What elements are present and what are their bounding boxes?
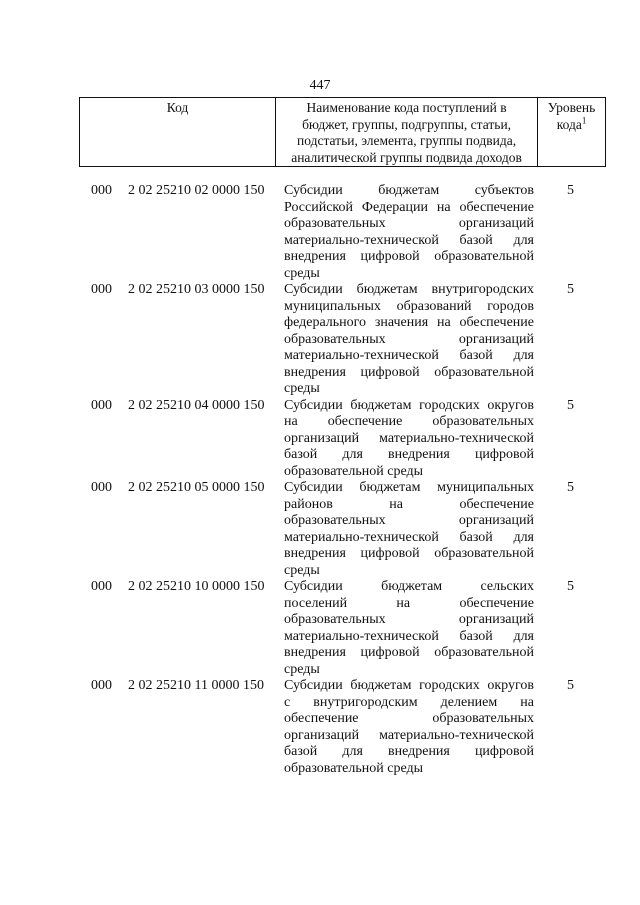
header-name-line: подстатьи, элемента, группы подвида, <box>297 133 517 148</box>
row-name <box>284 579 534 678</box>
row-level: 5 <box>567 183 574 198</box>
row-name-line: внедрения цифровой образовательной <box>284 364 534 380</box>
page-number: 447 <box>309 78 331 93</box>
table-header <box>79 97 606 167</box>
row-name-line: базой для внедрения цифровой <box>284 447 534 462</box>
row-code: 2 02 25210 10 0000 150 <box>128 579 265 594</box>
row-prefix: 000 <box>91 678 112 693</box>
table-row <box>79 678 606 777</box>
row-name-line: муниципальных образований городов <box>284 298 534 314</box>
row-prefix: 000 <box>91 183 112 198</box>
row-name-line: образовательных организаций <box>284 612 534 627</box>
row-name-line: районов на обеспечение <box>284 496 534 512</box>
row-name <box>284 183 534 282</box>
row-name-line: материально-технической базой для <box>284 348 534 363</box>
header-name-line: Наименование кода поступлений в <box>306 100 507 115</box>
row-code: 2 02 25210 04 0000 150 <box>128 397 265 413</box>
header-name <box>276 98 538 167</box>
row-name-line: внедрения цифровой образовательной <box>284 249 534 264</box>
row-name <box>284 678 534 777</box>
row-name-line: Субсидии бюджетам городских округов <box>284 678 534 693</box>
row-level: 5 <box>567 480 574 495</box>
row-level: 5 <box>567 282 574 297</box>
row-name-line: материально-технической базой для <box>284 232 534 248</box>
header-code-label: Код <box>166 100 189 115</box>
table-row <box>79 398 606 481</box>
table-row <box>79 282 606 398</box>
row-name-line: с внутригородским делением на <box>284 694 534 710</box>
header-level-line: кода$^1$ <box>556 115 587 132</box>
row-prefix: 000 <box>91 480 112 495</box>
header-code <box>80 98 276 167</box>
row-prefix: 000 <box>91 282 112 297</box>
header-level-line: Уровень <box>547 100 596 115</box>
row-name-line: Субсидии бюджетам городских округов <box>284 397 534 413</box>
row-name-line: федерального значения на обеспечение <box>284 315 534 330</box>
row-name-line: Российской Федерации на обеспечение <box>284 199 534 215</box>
header-level <box>538 98 606 167</box>
row-name-line: материально-технической базой для <box>284 529 534 545</box>
row-prefix: 000 <box>91 579 112 594</box>
row-prefix: 000 <box>91 397 112 413</box>
table-body <box>79 183 606 777</box>
row-name-line: среды <box>284 661 320 677</box>
row-code: 2 02 25210 05 0000 150 <box>128 480 265 495</box>
table-row <box>79 480 606 579</box>
table-row <box>79 579 606 678</box>
row-level: 5 <box>567 678 574 693</box>
row-name-line: Субсидии бюджетам внутригородских <box>284 282 534 297</box>
row-name-line: внедрения цифровой образовательной <box>284 645 534 660</box>
row-name-line: на обеспечение образовательных <box>284 414 534 429</box>
row-name <box>284 282 534 398</box>
table-row <box>79 183 606 282</box>
row-name <box>284 480 534 579</box>
row-name-line: организаций материально-технической <box>284 430 534 446</box>
footnote-marker: 1 <box>581 115 587 125</box>
row-level: 5 <box>567 579 574 594</box>
header-name-line: аналитической группы подвида доходов <box>291 149 522 165</box>
row-name-line: среды <box>284 562 320 578</box>
row-name-line: образовательных организаций <box>284 216 534 231</box>
row-name-line: Субсидии бюджетам сельских <box>284 579 534 594</box>
row-name-line: базой для внедрения цифровой <box>284 744 534 759</box>
row-name-line: образовательной среды <box>284 463 424 479</box>
row-name-line: Субсидии бюджетам муниципальных <box>284 480 534 495</box>
row-name-line: материально-технической базой для <box>284 628 534 644</box>
row-name-line: обеспечение образовательных <box>284 711 534 726</box>
row-code: 2 02 25210 03 0000 150 <box>128 282 265 297</box>
row-name-line: среды <box>284 265 320 281</box>
row-name-line: образовательной среды <box>284 760 424 776</box>
row-name-line: образовательных организаций <box>284 331 534 347</box>
row-name-line: внедрения цифровой образовательной <box>284 546 534 561</box>
row-level: 5 <box>567 397 574 413</box>
row-name-line: организаций материально-технической <box>284 727 534 743</box>
row-code: 2 02 25210 02 0000 150 <box>128 183 265 198</box>
row-name-line: Субсидии бюджетам субъектов <box>284 183 534 198</box>
row-name-line: образовательных организаций <box>284 513 534 528</box>
row-code: 2 02 25210 11 0000 150 <box>128 678 264 693</box>
row-name-line: поселений на обеспечение <box>284 595 534 611</box>
row-name <box>284 398 534 481</box>
row-name-line: среды <box>284 381 320 396</box>
header-name-line: бюджет, группы, подгруппы, статьи, <box>302 116 512 132</box>
